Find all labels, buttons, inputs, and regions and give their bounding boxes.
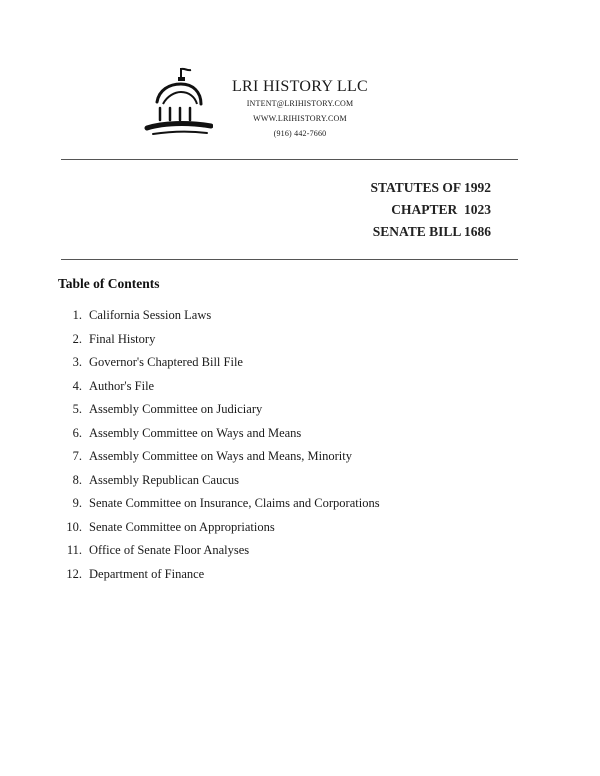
toc-item-number: 3. xyxy=(72,355,82,369)
toc-item-number: 1. xyxy=(72,308,82,322)
toc-item-label: Assembly Committee on Ways and Means, Minority xyxy=(89,449,352,463)
toc-item[interactable] xyxy=(58,424,380,448)
toc-item-number: 5. xyxy=(72,402,82,416)
toc-item[interactable] xyxy=(58,306,380,330)
chapter-number: CHAPTER 1023 xyxy=(391,202,491,217)
statutes-year: STATUTES OF 1992 xyxy=(370,180,491,195)
toc-item-label: Office of Senate Floor Analyses xyxy=(89,543,250,557)
toc-item-number: 4. xyxy=(72,378,82,393)
toc-item[interactable] xyxy=(58,471,380,495)
toc-item-label: Assembly Republican Caucus xyxy=(89,472,239,487)
toc-item[interactable] xyxy=(58,494,380,518)
toc-item-number: 9. xyxy=(72,496,82,510)
toc-item-number: 6. xyxy=(72,425,82,440)
senate-bill-number: SENATE BILL 1686 xyxy=(372,224,491,239)
top-divider xyxy=(61,159,518,160)
toc-item-label: Assembly Committee on Ways and Means xyxy=(89,425,302,440)
toc-item[interactable] xyxy=(58,565,380,589)
toc-item[interactable] xyxy=(58,518,380,542)
toc-item-label: California Session Laws xyxy=(89,308,212,322)
toc-list xyxy=(58,306,380,588)
toc-item-label: Senate Committee on Appropriations xyxy=(89,519,275,534)
company-website[interactable]: WWW.LRIHISTORY.COM xyxy=(253,114,347,123)
company-phone: (916) 442-7660 xyxy=(273,129,327,138)
toc-item[interactable] xyxy=(58,330,380,354)
company-name: LRI HISTORY LLC xyxy=(231,78,369,95)
company-email[interactable]: INTENT@LRIHISTORY.COM xyxy=(246,99,354,108)
toc-item[interactable] xyxy=(58,447,380,471)
toc-item[interactable] xyxy=(58,353,380,377)
toc-item-number: 2. xyxy=(72,331,82,346)
toc-item-number: 11. xyxy=(66,543,82,557)
toc-item[interactable] xyxy=(58,400,380,424)
toc-item-label: Assembly Committee on Judiciary xyxy=(89,402,263,416)
toc-heading: Table of Contents xyxy=(58,276,160,291)
toc-item-label: Author's File xyxy=(89,378,155,393)
toc-item-number: 8. xyxy=(72,472,82,487)
toc-item-label: Senate Committee on Insurance, Claims and Corporations xyxy=(89,496,380,510)
toc-item[interactable] xyxy=(58,541,380,565)
toc-item-label: Final History xyxy=(89,331,156,346)
toc-item-label: Department of Finance xyxy=(89,566,205,581)
toc-item-label: Governor's Chaptered Bill File xyxy=(89,355,243,369)
toc-item-number: 12. xyxy=(66,566,82,581)
toc-item[interactable] xyxy=(58,377,380,401)
toc-item-number: 10. xyxy=(66,519,82,534)
bottom-divider xyxy=(61,259,518,260)
toc-item-number: 7. xyxy=(72,449,82,463)
